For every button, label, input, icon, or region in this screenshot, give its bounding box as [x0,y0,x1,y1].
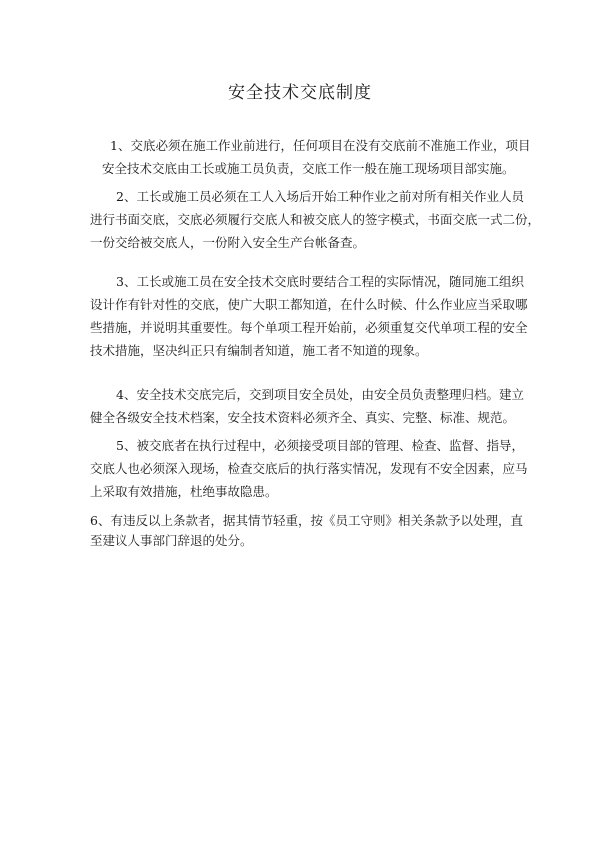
paragraph-1 [102,134,533,180]
paragraph-line: 安全技术交底由工长或施工员负责，交底工作一般在施工现场项目部实施。 [102,161,515,176]
paragraph-line: 6、有违反以上条款者，据其情节轻重，按《员工守则》相关条款予以处理，直 [90,513,523,528]
paragraph-line: 至建议人事部门辞退的处分。 [90,533,253,548]
paragraph-line: 一份交给被交底人，一份附入安全生产台帐备查。 [90,235,366,250]
paragraph-line: 健全各级安全技术档案，安全技术资料必须齐全、真实、完整、标准、规范。 [90,410,516,425]
paragraph-line: 技术措施，坚决纠正只有编制者知道，施工者不知道的现象。 [90,343,428,358]
document-title: 安全技术交底制度 [228,83,372,103]
paragraph-line: 设计作有针对性的交底，使广大职工都知道，在什么时候、什么作业应当采取哪 [90,297,528,312]
paragraph-line: 2、工长或施工员必须在工人入场后开始工种作业之前对所有相关作业人员 [116,189,524,204]
paragraph-line: 1、交底必须在施工作业前进行，任何项目在没有交底前不准施工作业，项目 [110,138,531,153]
paragraph-line: 5、被交底者在执行过程中，必须接受项目部的管理、检查、监督、指导， [116,438,524,453]
paragraph-line: 上采取有效措施，杜绝事故隐患。 [90,484,278,499]
paragraph-2 [90,185,541,254]
paragraph-6 [90,511,523,551]
paragraph-line: 3、工长或施工员在安全技术交底时要结合工程的实际情况，随同施工组织 [116,274,524,289]
paragraph-line: 些措施，并说明其重要性。每个单项工程开始前，必须重复交代单项工程的安全 [90,320,528,335]
paragraph-5 [90,434,528,503]
paragraph-3 [90,270,528,362]
paragraph-line: 4、安全技术交底完后，交到项目安全员处，由安全员负责整理归档。建立 [116,387,524,402]
paragraph-line: 进行书面交底，交底必须履行交底人和被交底人的签字模式，书面交底一式二份， [90,212,541,227]
paragraph-line: 交底人也必须深入现场，检查交底后的执行落实情况，发现有不安全因素，应马 [90,461,528,476]
paragraph-4 [90,383,524,429]
